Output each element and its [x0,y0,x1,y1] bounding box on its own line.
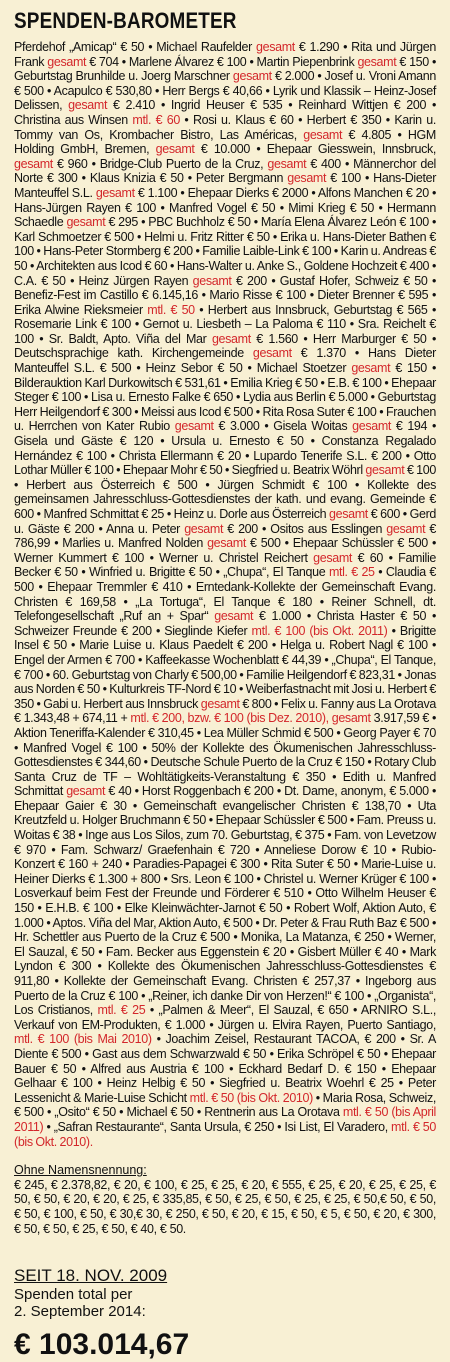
donation-type-marker: gesamt [214,609,254,624]
donation-type-marker: gesamt [207,536,246,551]
donor-entry-text: • Claudia € 500 • Ehepaar Tremmler € 410 • Erntedank-Kollekte der Gemeinschaft Evang. Christen € 169,58 • „La Tortuga“, El Tanque € 180 • Reiner Schnell, dt. Telefongesellschaft „Ruf an + Spar“ [14,565,437,624]
donor-entry-text: € 295 • PBC Buchholz € 50 • María Elena Álvarez León € 100 • Karl Schmoetzer € 500 • Helmi u. Fritz Ritter € 50 • Erika u. Hans-Dieter Bathen € 100 • Hans-Peter Stormberg € 200 • Familie Laible-Link € 100 • Karin u. Andreas € 50 • Architekten aus Icod € 60 • Hans-Walter u. Anke S., Goldene Hochzeit € 400 • C.A. € 50 • Heinz Jürgen Rayen [14,215,436,288]
donation-type-marker: gesamt [95,185,135,200]
donor-entry-text: • „Safran Restaurante“, Santa Ursula, € 250 • Isi List, El Varadero, [43,1119,392,1134]
donation-type-marker: gesamt [303,127,343,142]
donation-type-marker: gesamt [351,361,391,376]
donor-entry-text: € 1.560 • Herr Marburger € 50 • Deutschsprachige kath. Kirchengemeinde [14,331,436,361]
donation-type-marker: gesamt [252,346,292,361]
donor-entry-text: € 500 • Ehepaar Schüssler € 500 • Werner Kummert € 100 • Werner u. Christel Reichert [14,536,436,565]
donor-entry-text: • Herbert aus Innsbruck, Geburtstag € 565 • Rosemarie Link € 100 • Gernot u. Liesbeth – La Paloma € 110 • Sra. Reichelt € 100 • Sr. Baldt, Apto. Viña del Mar [14,302,436,346]
donation-type-marker: gesamt [357,54,397,69]
donation-type-marker: gesamt [66,215,106,230]
donor-entry-text: € 704 • Marlene Álvarez € 100 • Martin Piepenbrink [86,54,358,69]
donation-type-marker: mtl. € 25 [97,1003,146,1018]
donation-type-marker: gesamt [365,463,405,478]
donation-type-marker: gesamt [155,142,195,157]
donation-type-marker: mtl. € 50 (bis Okt. 2010) [189,1090,313,1105]
summary-footer [14,1266,436,1362]
donation-type-marker: gesamt [184,521,224,536]
donation-type-marker: gesamt [255,40,295,54]
total-label-line-1: Spenden total per [14,1286,133,1304]
donor-entry-text: € 60 • Familie Becker € 50 • Winfried u. Brigitte € 50 • „Chupa“, El Tanque [14,550,436,580]
donor-entry-text: € 2.410 • Ingrid Heuser € 535 • Reinhard Wittjen € 200 • Christina aus Winsen [14,98,436,127]
donation-type-marker: gesamt [174,419,214,434]
donation-type-marker: gesamt [352,419,392,434]
page-title: SPENDEN-BAROMETER [14,8,237,33]
donation-type-marker: gesamt [232,69,272,84]
donor-entry-text: 3.917,59 € • Aktion Teneriffa-Kalender € 310,45 • Lea Müller Schmid € 500 • Georg Payer € 70 • Manfred Vogel € 100 • 50% der Kollekte des Ökumenischen Jahresschluss-Gottesdienstes € 344,60 • Deutsche Schule Puerto de la Cruz € 150 • Rotary Club Santa Cruz de TF – Wohltätigkeits-Veranstaltung € 350 • Edith u. Manfred Schmittat [14,711,436,799]
donation-type-marker: gesamt [47,54,87,69]
donation-type-marker: gesamt [287,171,327,186]
donor-entry-text: • Maria Rosa, Schweiz, € 500 • „Osito“ € 50 • Michael € 50 • Rentnerin aus La Orotava [14,1090,436,1120]
donor-entry-text: € 200 • Gustaf Hofer, Schweiz € 50 • Benefiz-Fest im Castillo € 6.145,16 • Mario Risse € 100 • Dieter Brenner € 595 • Erika Alwine Rieksmeier [14,273,436,317]
donor-entry-text: € 40 • Horst Roggenbach € 200 • Dt. Dame, anonym, € 5.000 • Ehepaar Gaier € 30 • Gemeinschaft evangelischer Christen € 138,70 • Uta Kreutzfeld u. Holger Bruchmann € 50 • Ehepaar Schüssler € 500 • Fam. Preuss u. Woitas € 38 • Inge aus Los Silos, zum 70. Geburtstag, € 375 • Fam. von Levetzow € 970 • Fam. Schwarz/ Graefenhain € 720 • Anneliese Dorow € 10 • Rubio-Konzert € 160 + 240 • Paradies-Papagei € 300 • Rita Suter € 50 • Marie-Luise u. Heiner Dierks € 1.300 + 800 • Srs. Leon € 100 • Christel u. Werner Krüger € 100 • Losverkauf beim Fest der Freunde und Förderer € 510 • Otto Wilhelm Heuser € 150 • E.H.B. € 100 • Elke Kleinwächter-Jarnot € 50 • Robert Wolf, Aktion Auto, € 1.000 • Aptos. Viña del Mar, Aktion Auto, € 500 • Dr. Peter & Frau Ruth Baz € 500 • Hr. Schettler aus Puerto de la Cruz € 500 • Monika, La Matanza, € 250 • Werner, El Sauzal, € 50 • Fam. Becker aus Eggenstein € 20 • Gisbert Müller € 40 • Mark Lyndon € 300 • Kollekte des Ökumenischen Jahresschluss-Gottesdienstes € 911,80 • Kollekte der Gemeinschaft Evang. Christen € 257,37 • Ingeborg aus Puerto de la Cruz € 100 • „Reiner, ich danke Dir von Herzen!“ € 100 • „Organista“, Los Cristianos, [14,784,436,1018]
donor-entry-text: € 150 • Bilderauktion Karl Durkowitsch € 531,61 • Emilia Krieg € 50 • E.B. € 100 • Ehepaar Steger € 100 • Lisa u. Ernesto Falke € 650 • Lydia aus Berlin € 5.000 • Geburtstag Herr Heilgendorf € 300 • Meissi aus Icod € 500 • Rita Rosa Suter € 100 • Frauchen u. Herrchen von Kater Rubio [14,361,436,434]
donor-entry-text: € 800 • Felix u. Fanny aus La Orotava € 1.343,48 + 674,11 + [14,696,436,726]
donor-entry-text: € 400 • Männerchor del Norte € 300 • Klaus Knizia € 50 • Peter Bergmann [14,156,436,186]
donor-entry-text: € 150 • Geburtstag Brunhilde u. Joerg Marschner [14,54,436,84]
donation-type-marker: gesamt [192,273,232,288]
donation-type-marker: mtl. € 50 (bis April 2011) [14,1105,436,1134]
donor-entry-text: € 1.290 • Rita und Jürgen Frank [14,40,436,69]
donor-entry-text: € 1.370 • Hans Dieter Manteuffel S.L. € 500 • Heinz Sebor € 50 • Michael Stoetzer [14,346,436,376]
donor-entry-text: • Rosi u. Klaus € 60 • Herbert € 350 • Karin u. Tommy van Os, Krombacher Bistro, Las Américas, [14,112,436,142]
donor-entry-text: € 600 • Gerd u. Gäste € 200 • Anna u. Peter [14,507,436,536]
donor-list [14,40,436,1149]
donation-type-marker: mtl. € 60 [132,112,180,127]
donor-entry-text: € 960 • Bridge-Club Puerto de la Cruz, [52,156,268,171]
donation-type-marker: gesamt [14,156,53,171]
since-date: SEIT 18. NOV. 2009 [14,1266,168,1286]
donation-type-marker: mtl. € 25 [328,565,375,580]
donor-entry-text: € 1.100 • Ehepaar Dierks € 2000 • Alfons Manchen € 20 • Hans-Jürgen Rayen € 100 • Manfred Vogel € 50 • Mimi Krieg € 50 • Hermann Schaedle [14,185,436,230]
donor-entry-text: € 4.805 • HGM Holding GmbH, Bremen, [14,127,436,157]
donation-type-marker: gesamt [66,784,106,799]
total-label-line-2: 2. September 2014: [14,1303,146,1321]
donor-entry-text: € 200 • Ositos aus Esslingen [223,521,387,536]
donor-entry-text: € 1.000 • Christa Haster € 50 • Schweizer Freunde € 200 • Sieglinde Kiefer [14,609,436,638]
donor-entry-text: • Brigitte Insel € 50 • Marie Luise u. Klaus Paedelt € 200 • Helga u. Robert Nagl € 100 • Engel der Armen € 700 • Kaffeekasse Wochenblatt € 44,39 • „Chupa“, El Tanque, € 700 • 60. Geburtstag von Charly € 500,00 • Familie Heilgendorf € 823,31 • Jonas aus Norden € 50 • Kulturkreis TF-Nord € 10 • Weiberfastnacht mit Josi u. Herbert € 350 • Gabi u. Herbert aus Innsbruck [14,623,437,711]
donation-type-marker: gesamt [211,331,251,346]
donor-entry-text: • „Palmen & Meer“, El Sauzal, € 650 • ARNIRO S.L., Verkauf von EM-Produkten, € 1.000 • Jürgen u. Elvira Rayen, Puerto Santiago, [14,1003,436,1032]
donor-entry-text: € 2.000 • Josef u. Vroni Amann € 500 • Acapulco € 530,80 • Herr Bergs € 40,66 • Lyrik und Klassik – Heinz-Josef Delissen, [14,69,436,113]
total-amount: € 103.014,67 [14,1328,190,1362]
donor-entry-text: € 100 • Herbert aus Österreich € 500 • Jürgen Schmidt € 100 • Kollekte des gemeinsamen Jahresschluss-Gottesdienstes der kath. und evang. Gemeinde € 600 • Manfred Schmittat € 25 • Heinz u. Dorle aus Österreich [14,463,436,521]
donor-entry-text: € 3.000 • Gisela Woitas [213,419,353,434]
donor-entry-text: € 194 • Gisela und Gäste € 120 • Ursula u. Ernesto € 50 • Constanza Regalado Hernández € 100 • Christa Ellermann € 20 • Lupardo Tenerife S.L. € 200 • Otto Lothar Müller € 100 • Ehepaar Mohr € 50 • Siegfried u. Beatrix Wöhrl [14,419,436,478]
donation-type-marker: mtl. € 50 [147,302,195,317]
donation-type-marker: mtl. € 100 (bis Mai 2010) [14,1032,152,1047]
donation-type-marker: mtl. € 200, bzw. € 100 (bis Dez. 2010), gesamt [130,711,371,726]
donation-type-marker: gesamt [386,521,426,536]
donor-entry-text: € 10.000 • Ehepaar Giesswein, Innsbruck, [194,142,437,157]
donor-entry-text: € 100 • Hans-Dieter Manteuffel S.L. [14,171,437,200]
donation-type-marker: gesamt [68,98,108,113]
donation-type-marker: gesamt [200,696,240,711]
donation-type-marker: gesamt [267,156,307,171]
donor-entry-text: Pferdehof „Amicap“ € 50 • Michael Raufelder [14,40,256,54]
anonymous-heading: Ohne Namensnennung: [14,1163,147,1178]
donation-type-marker: gesamt [329,507,368,521]
anonymous-donations-list: € 245, € 2.378,82, € 20, € 100, € 25, € 25, € 20, € 555, € 25, € 20, € 25, € 25, € 50, € 50, € 20, € 20, € 25, € 335,85, € 50, € 25, € 50, € 25, € 25, € 50,€ 50, € 50, € 50, € 100, € 50, € 30,€ 30, € 250, € 50, € 20, € 15, € 50, € 5, € 50, € 20, € 300, € 50, € 50, € 25, € 50, € 40, € 50. [14,1177,436,1236]
donor-entry-text: € 786,99 • Marlies u. Manfred Nolden [14,521,436,551]
donation-type-marker: mtl. € 50 (bis Okt. 2010). [14,1119,436,1149]
donation-type-marker: mtl. € 100 (bis Okt. 2011) [251,623,388,638]
donor-entry-text: • Joachim Zeisel, Restaurant TACOA, € 200 • Sr. A Diente € 500 • Gast aus dem Schwarzwald € 50 • Erika Schröpel € 50 • Ehepaar Bauer € 50 • Alfred aus Austria € 100 • Eckhard Bedarf D. € 150 • Ehepaar Gelhaar € 100 • Heinz Helbig € 50 • Siegfried u. Beatrix Woehrl € 25 • Peter Lessenicht & Marie-Luise Schicht [14,1032,436,1105]
donation-type-marker: gesamt [313,550,353,565]
